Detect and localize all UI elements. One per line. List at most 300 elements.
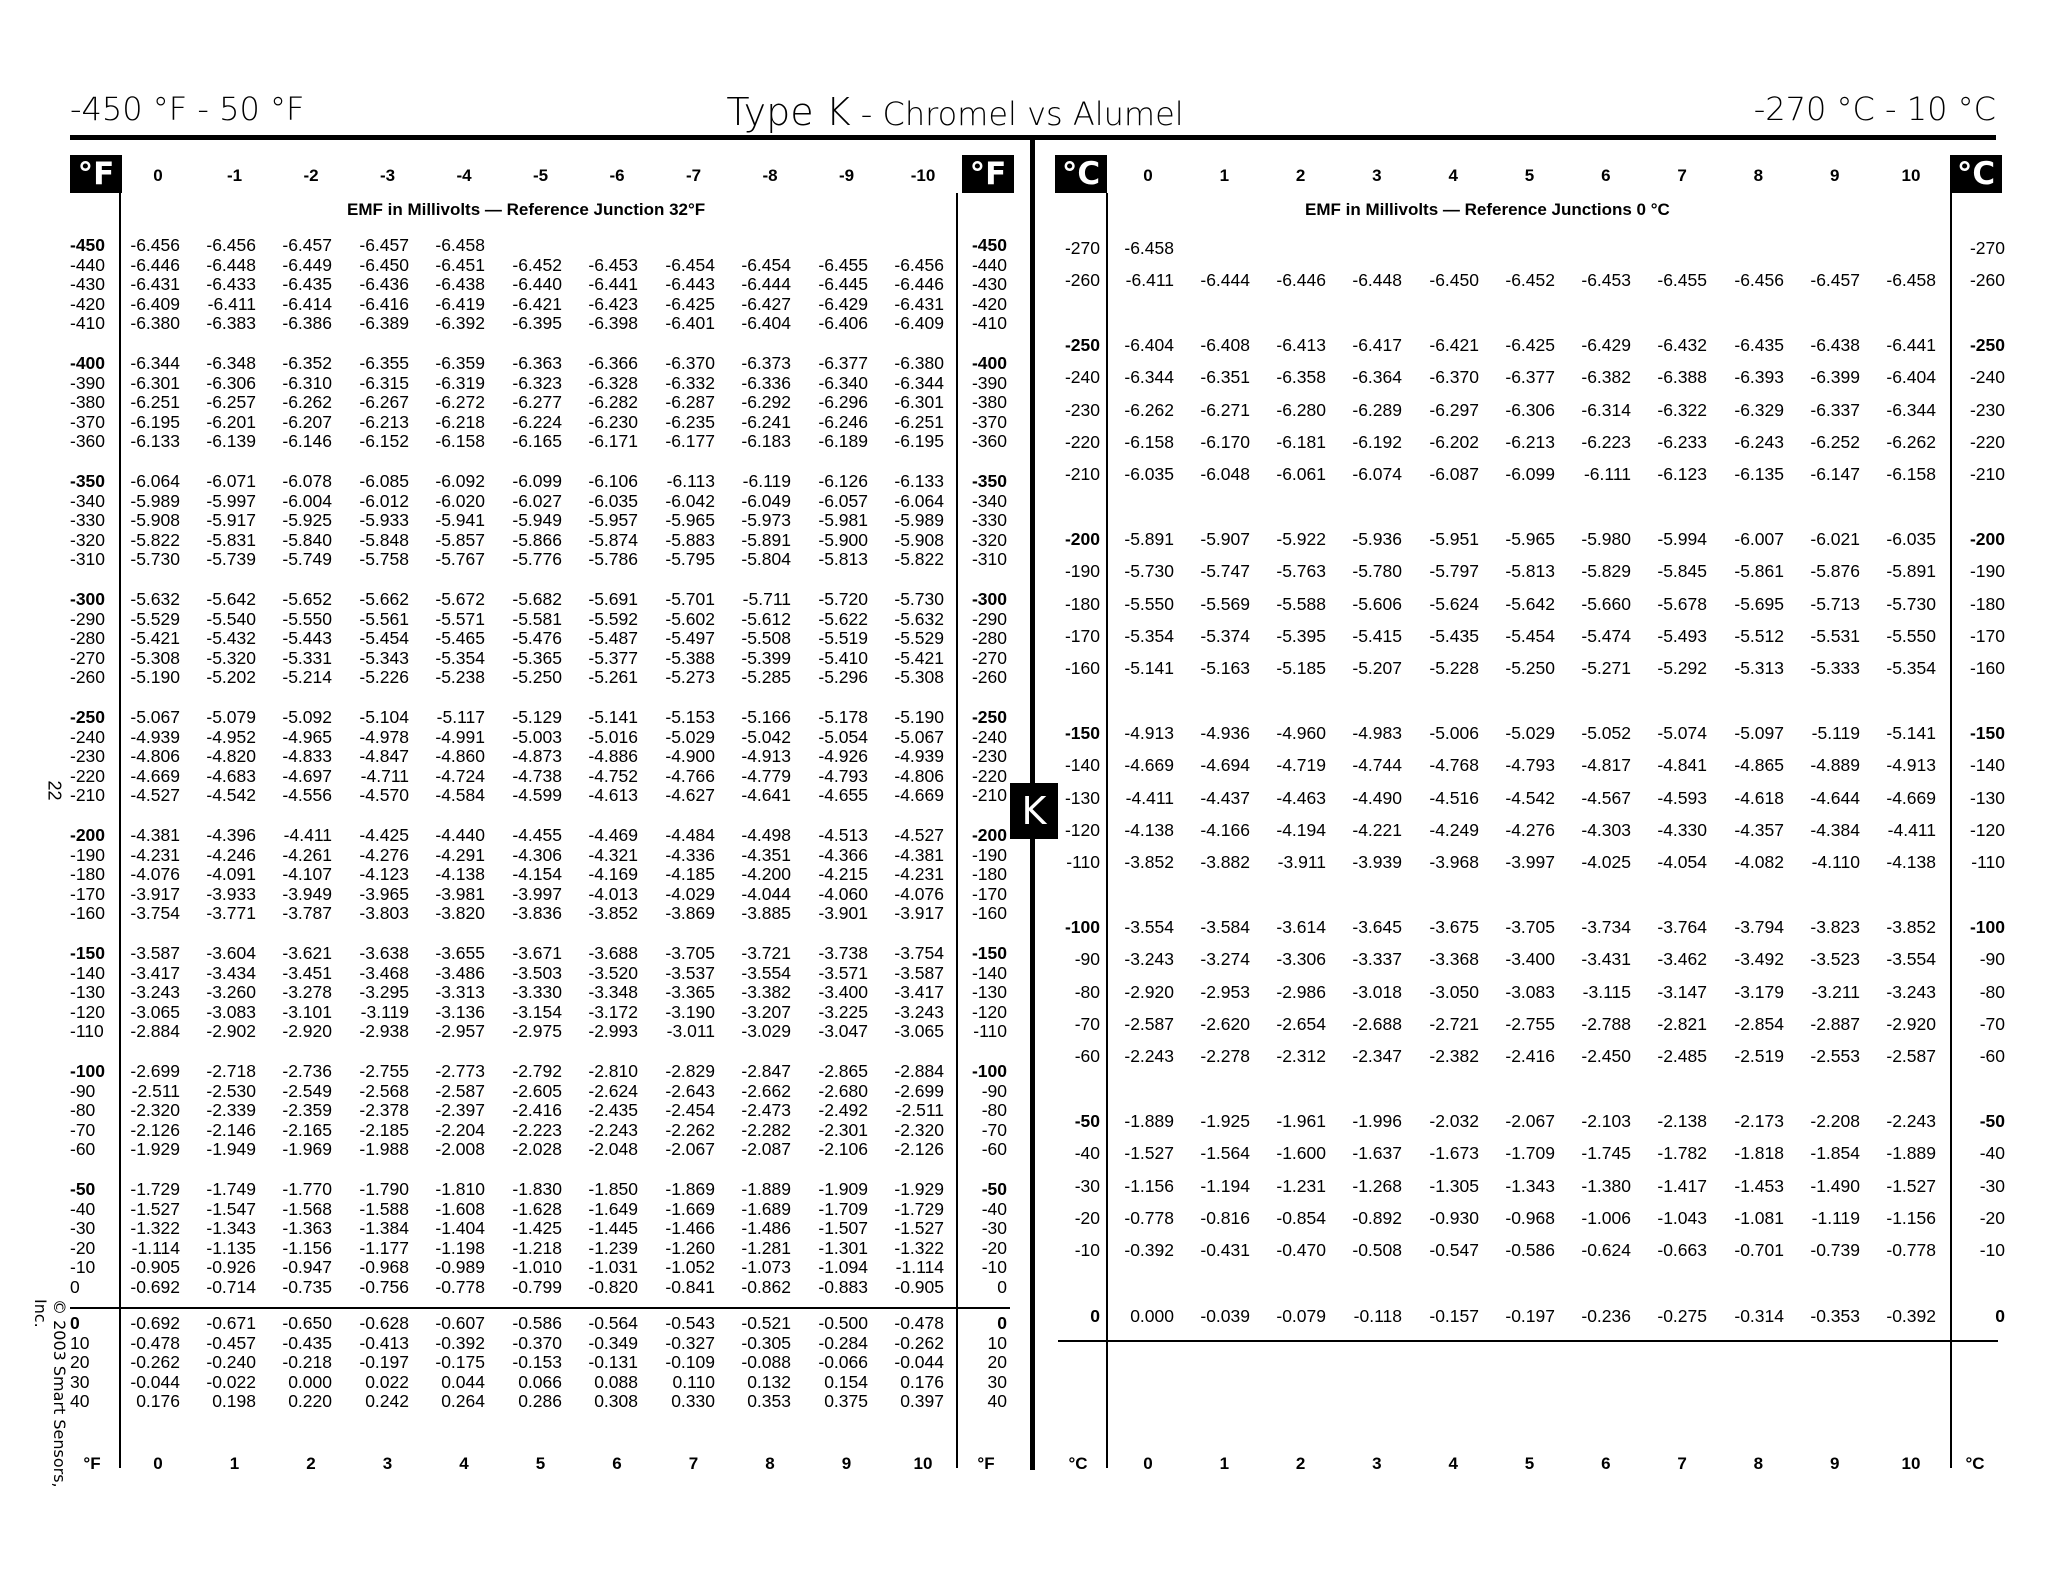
emf-cell: -5.701 <box>665 589 715 609</box>
emf-cell: -4.330 <box>1657 819 1707 840</box>
emf-cell: -3.462 <box>1657 949 1707 970</box>
emf-cell: -4.766 <box>665 765 715 786</box>
emf-cell: -1.239 <box>588 1237 638 1258</box>
emf-cell: -5.581 <box>512 608 562 629</box>
column-header: 0 <box>1143 166 1153 185</box>
emf-cell: -4.936 <box>1200 723 1250 743</box>
emf-cell: -1.073 <box>741 1257 791 1278</box>
emf-cell: -1.466 <box>665 1218 715 1239</box>
emf-cell: -5.989 <box>130 490 180 511</box>
emf-cell: -0.624 <box>1581 1240 1631 1261</box>
row-temp-label: -290 <box>70 608 106 629</box>
emf-cell: -4.847 <box>359 746 409 767</box>
emf-cell: -4.913 <box>741 746 791 767</box>
row-temp-label: -90 <box>70 1080 96 1101</box>
emf-cell: -2.204 <box>435 1119 485 1140</box>
emf-cell: -2.223 <box>512 1119 562 1140</box>
emf-cell: -0.109 <box>665 1352 715 1373</box>
emf-cell: -5.840 <box>282 529 332 550</box>
emf-cell: -1.649 <box>588 1198 638 1219</box>
emf-cell: -5.003 <box>512 726 562 747</box>
emf-cell: -6.223 <box>1581 431 1631 452</box>
emf-cell: -2.126 <box>130 1119 180 1140</box>
emf-cell: -1.260 <box>665 1237 715 1258</box>
emf-cell: -4.584 <box>435 785 485 806</box>
emf-cell: -3.968 <box>1429 852 1479 873</box>
emf-cell: -5.074 <box>1657 723 1707 743</box>
row-temp-label: -50 <box>1074 1111 1100 1131</box>
emf-caption-fahrenheit: EMF in Millivolts — Reference Junction 32°F <box>347 200 706 219</box>
row-temp-label: 40 <box>987 1391 1007 1412</box>
emf-cell: -2.721 <box>1429 1013 1479 1034</box>
emf-cell: -6.315 <box>359 372 409 393</box>
emf-cell: -6.092 <box>435 471 485 491</box>
emf-cell: -3.705 <box>1505 917 1555 937</box>
row-temp-label: -120 <box>70 1001 106 1022</box>
emf-cell: -5.465 <box>435 628 485 649</box>
emf-cell: -4.138 <box>435 864 485 885</box>
range-celsius: -270 °C - 10 °C <box>1753 90 1996 128</box>
emf-cell: -5.097 <box>1734 723 1784 743</box>
column-footer: 10 <box>913 1454 933 1473</box>
emf-cell: -6.329 <box>1734 399 1784 420</box>
column-header: 9 <box>1829 166 1840 185</box>
emf-cell: -5.354 <box>435 647 485 668</box>
emf-cell: -6.165 <box>512 431 562 452</box>
emf-cell: -4.231 <box>894 864 944 885</box>
row-temp-label: -150 <box>1064 723 1100 743</box>
emf-cell: -6.113 <box>666 471 715 491</box>
emf-cell: -6.267 <box>359 392 409 413</box>
emf-cell: -5.662 <box>359 589 409 609</box>
emf-cell: -1.709 <box>818 1198 868 1219</box>
emf-cell: -6.246 <box>818 411 868 432</box>
emf-cell: -5.606 <box>1352 593 1402 614</box>
row-temp-label: -240 <box>971 726 1007 747</box>
emf-cell: -1.322 <box>130 1218 180 1239</box>
emf-cell: -6.451 <box>435 254 485 275</box>
emf-cell: -1.198 <box>435 1237 485 1258</box>
row-temp-label: -270 <box>971 647 1007 668</box>
emf-cell: -6.388 <box>1657 367 1707 388</box>
emf-cell: -6.421 <box>512 293 562 314</box>
emf-cell: -6.020 <box>435 490 485 511</box>
emf-cell: -6.409 <box>130 293 180 314</box>
emf-cell: -6.455 <box>818 254 868 275</box>
emf-cell: -6.241 <box>741 411 791 432</box>
emf-cell: 0.176 <box>136 1391 180 1412</box>
emf-cell: -2.755 <box>359 1061 409 1081</box>
emf-cell: -5.891 <box>741 529 791 550</box>
emf-cell: -4.336 <box>665 844 715 865</box>
emf-cell: -6.189 <box>818 431 868 452</box>
emf-cell: -1.745 <box>1581 1143 1631 1164</box>
row-temp-label: -170 <box>70 883 106 904</box>
column-footer: 2 <box>1295 1454 1306 1473</box>
emf-cell: -0.947 <box>282 1257 332 1278</box>
row-temp-label: -180 <box>971 864 1007 885</box>
emf-cell: -4.752 <box>588 765 638 786</box>
row-temp-label: -180 <box>70 864 106 885</box>
emf-cell: -6.328 <box>588 372 638 393</box>
emf-cell: -1.850 <box>588 1179 638 1199</box>
row-temp-label: -240 <box>70 726 106 747</box>
emf-cell: -5.141 <box>1124 658 1174 679</box>
emf-cell: -1.600 <box>1276 1143 1326 1164</box>
emf-cell: -1.490 <box>1810 1175 1860 1196</box>
emf-cell: -6.171 <box>588 431 638 452</box>
row-temp-label: -120 <box>1969 819 2005 840</box>
emf-cell: -2.282 <box>741 1119 791 1140</box>
emf-cell: -0.457 <box>206 1332 256 1353</box>
emf-cell: -0.968 <box>359 1257 409 1278</box>
emf-cell: -4.768 <box>1429 755 1479 776</box>
emf-cell: -4.303 <box>1581 819 1631 840</box>
emf-cell: 0.154 <box>824 1371 868 1392</box>
emf-cell: -6.147 <box>1810 464 1860 485</box>
emf-cell: -6.444 <box>741 274 791 295</box>
right-table-end-rule <box>1058 1340 1998 1342</box>
emf-cell: -3.675 <box>1429 917 1479 937</box>
emf-cell: -5.813 <box>818 549 868 570</box>
emf-cell: -2.549 <box>282 1080 332 1101</box>
row-temp-label: -120 <box>971 1001 1007 1022</box>
emf-cell: -4.411 <box>283 825 332 845</box>
column-header: 4 <box>1448 166 1458 185</box>
row-temp-label: -230 <box>971 746 1007 767</box>
emf-cell: -1.669 <box>665 1198 715 1219</box>
emf-cell: -5.989 <box>894 510 944 531</box>
emf-cell: -6.233 <box>1657 431 1707 452</box>
emf-cell: -1.929 <box>130 1139 180 1160</box>
emf-cell: -3.771 <box>206 903 256 924</box>
row-temp-label: 0 <box>70 1313 80 1333</box>
emf-cell: -6.181 <box>1276 431 1326 452</box>
emf-cell: -5.415 <box>1352 625 1402 646</box>
emf-cell: -2.278 <box>1200 1046 1250 1067</box>
emf-cell: -5.474 <box>1581 625 1631 646</box>
emf-cell: -2.699 <box>894 1080 944 1101</box>
emf-cell: -5.763 <box>1276 561 1326 582</box>
emf-cell: -6.359 <box>435 353 485 373</box>
row-temp-label: -160 <box>1064 658 1100 679</box>
emf-cell: -2.103 <box>1581 1111 1631 1131</box>
emf-cell: -5.271 <box>1581 658 1631 679</box>
emf-cell: -1.988 <box>359 1139 409 1160</box>
emf-cell: -0.892 <box>1352 1207 1402 1228</box>
emf-cell: -2.847 <box>741 1061 791 1081</box>
emf-cell: -6.262 <box>1124 399 1174 420</box>
emf-cell: -6.297 <box>1429 399 1479 420</box>
emf-cell: -1.094 <box>818 1257 868 1278</box>
emf-cell: -6.457 <box>359 235 409 255</box>
emf-cell: -0.543 <box>665 1313 715 1333</box>
emf-cell: -2.887 <box>1810 1013 1860 1034</box>
emf-cell: -4.939 <box>130 726 180 747</box>
emf-cell: -5.780 <box>1352 561 1402 582</box>
emf-cell: -6.419 <box>435 293 485 314</box>
emf-cell: -1.156 <box>282 1237 332 1258</box>
row-temp-label: -300 <box>971 589 1007 609</box>
emf-cell: -4.926 <box>818 746 868 767</box>
emf-cell: -6.257 <box>206 392 256 413</box>
row-temp-label: -170 <box>971 883 1007 904</box>
emf-cell: -0.314 <box>1734 1306 1784 1326</box>
emf-cell: -6.393 <box>1734 367 1784 388</box>
emf-cell: -1.568 <box>282 1198 332 1219</box>
emf-cell: -6.440 <box>512 274 562 295</box>
emf-cell: -5.042 <box>741 726 791 747</box>
emf-cell: -6.139 <box>206 431 256 452</box>
emf-cell: -3.431 <box>1581 949 1631 970</box>
emf-cell: -4.627 <box>665 785 715 806</box>
row-temp-label: -50 <box>70 1179 96 1199</box>
emf-cell: -0.131 <box>588 1352 638 1373</box>
emf-cell: -6.099 <box>1505 464 1555 485</box>
emf-cell: -4.694 <box>1200 755 1250 776</box>
row-temp-label: -310 <box>70 549 106 570</box>
emf-cell: 0.286 <box>518 1391 562 1412</box>
emf-cell: -6.071 <box>206 471 256 491</box>
column-footer: 6 <box>1601 1454 1611 1473</box>
emf-cell: -1.588 <box>359 1198 409 1219</box>
emf-cell: -3.417 <box>130 962 180 983</box>
emf-cell: -5.829 <box>1581 561 1631 582</box>
emf-cell: 0.000 <box>288 1371 332 1392</box>
emf-cell: -3.115 <box>1582 981 1631 1002</box>
emf-cell: -1.949 <box>206 1139 256 1160</box>
emf-cell: -6.202 <box>1429 431 1479 452</box>
row-temp-label: -30 <box>1074 1175 1100 1196</box>
emf-cell: -3.587 <box>894 962 944 983</box>
row-temp-label: -320 <box>971 529 1007 550</box>
emf-cell: -6.195 <box>894 431 944 452</box>
emf-cell: -4.724 <box>435 765 485 786</box>
row-temp-label: -450 <box>70 235 106 255</box>
emf-cell: -1.969 <box>282 1139 332 1160</box>
emf-cell: -0.692 <box>130 1277 180 1297</box>
emf-cell: -6.344 <box>894 372 944 393</box>
emf-cell: -5.067 <box>894 726 944 747</box>
emf-cell: -5.642 <box>1505 593 1555 614</box>
emf-cell: -6.133 <box>894 471 944 491</box>
emf-cell: -3.260 <box>206 982 256 1003</box>
emf-cell: -5.166 <box>741 707 791 727</box>
emf-cell: -5.308 <box>130 647 180 668</box>
emf-cell: -5.691 <box>588 589 638 609</box>
column-footer: 1 <box>1219 1454 1230 1473</box>
emf-cell: -3.179 <box>1734 981 1784 1002</box>
emf-cell: -3.101 <box>282 1001 332 1022</box>
emf-cell: -5.908 <box>130 510 180 531</box>
emf-cell: -3.400 <box>818 982 868 1003</box>
row-temp-label: -140 <box>70 962 106 983</box>
row-temp-label: -410 <box>971 313 1007 334</box>
emf-cell: -5.129 <box>512 707 562 727</box>
emf-cell: -4.913 <box>1124 723 1174 743</box>
emf-cell: -6.363 <box>512 353 562 373</box>
emf-cell: -3.417 <box>894 982 944 1003</box>
emf-cell: -1.854 <box>1810 1143 1860 1164</box>
emf-cell: -6.392 <box>435 313 485 334</box>
emf-cell: -4.200 <box>741 864 791 885</box>
row-temp-label: -220 <box>971 765 1007 786</box>
emf-cell: -3.852 <box>1886 917 1936 937</box>
emf-cell: -5.632 <box>894 608 944 629</box>
emf-cell: -4.683 <box>206 765 256 786</box>
row-temp-label: 0 <box>997 1313 1007 1333</box>
row-temp-label: -380 <box>971 392 1007 413</box>
emf-cell: -6.458 <box>1124 238 1174 258</box>
emf-cell: -6.380 <box>894 353 944 373</box>
row-temp-label: -60 <box>1074 1046 1100 1067</box>
emf-cell: -6.158 <box>1886 464 1936 485</box>
emf-cell: -1.909 <box>818 1179 868 1199</box>
emf-cell: -2.378 <box>359 1100 409 1121</box>
emf-cell: -4.516 <box>1429 787 1479 808</box>
emf-cell: -0.370 <box>512 1332 562 1353</box>
emf-cell: -6.158 <box>1124 431 1174 452</box>
emf-cell: -1.218 <box>512 1237 562 1258</box>
row-temp-label: -340 <box>70 490 106 511</box>
emf-cell: -3.400 <box>1505 949 1555 970</box>
emf-cell: -6.111 <box>1583 464 1631 485</box>
emf-cell: -6.366 <box>588 353 638 373</box>
emf-cell: -5.622 <box>818 608 868 629</box>
emf-cell: -6.404 <box>1886 367 1936 388</box>
emf-cell: -4.669 <box>130 765 180 786</box>
emf-cell: -2.339 <box>206 1100 256 1121</box>
emf-cell: -5.410 <box>818 647 868 668</box>
emf-cell: -3.503 <box>512 962 562 983</box>
emf-cell: -5.487 <box>588 628 638 649</box>
emf-cell: -6.262 <box>1886 431 1936 452</box>
emf-cell: -4.983 <box>1352 723 1402 743</box>
emf-cell: -1.709 <box>1505 1143 1555 1164</box>
emf-cell: -6.085 <box>359 471 409 491</box>
emf-cell: -3.211 <box>1811 981 1860 1002</box>
emf-cell: -2.347 <box>1352 1046 1402 1067</box>
row-temp-label: -170 <box>1969 625 2005 646</box>
row-temp-label: -130 <box>971 982 1007 1003</box>
row-temp-label: -260 <box>1969 270 2005 291</box>
emf-cell: -2.450 <box>1581 1046 1631 1067</box>
emf-cell: -5.592 <box>588 608 638 629</box>
emf-cell: -3.225 <box>818 1001 868 1022</box>
emf-cell: -3.368 <box>1429 949 1479 970</box>
emf-cell: -5.117 <box>436 707 485 727</box>
emf-cell: -6.224 <box>512 411 562 432</box>
emf-cell: -6.452 <box>512 254 562 275</box>
emf-cell: -3.803 <box>359 903 409 924</box>
emf-cell: -5.320 <box>206 647 256 668</box>
row-temp-label: -430 <box>70 274 106 295</box>
emf-cell: -5.190 <box>130 667 180 688</box>
emf-cell: -3.537 <box>665 962 715 983</box>
emf-cell: -0.305 <box>741 1332 791 1353</box>
emf-cell: -4.865 <box>1734 755 1784 776</box>
emf-cell: -4.711 <box>360 765 409 786</box>
emf-cell: 0.066 <box>518 1371 562 1392</box>
emf-cell: -6.433 <box>206 274 256 295</box>
emf-cell: -4.463 <box>1276 787 1326 808</box>
emf-cell: -4.567 <box>1581 787 1631 808</box>
emf-cell: -1.749 <box>206 1179 256 1199</box>
emf-cell: -6.287 <box>665 392 715 413</box>
row-temp-label: -240 <box>1064 367 1100 388</box>
emf-cell: -1.830 <box>512 1179 562 1199</box>
emf-cell: -1.052 <box>665 1257 715 1278</box>
emf-cell: -5.652 <box>282 589 332 609</box>
emf-cell: -1.527 <box>1886 1175 1936 1196</box>
celsius-badge-right: °C <box>1950 155 2002 193</box>
emf-cell: -6.177 <box>665 431 715 452</box>
emf-cell: -0.905 <box>894 1277 944 1297</box>
emf-cell: -4.029 <box>665 883 715 904</box>
emf-cell: -0.816 <box>1200 1207 1250 1228</box>
column-footer: 3 <box>382 1454 393 1473</box>
emf-cell: -4.138 <box>1886 852 1936 873</box>
emf-cell: -3.885 <box>741 903 791 924</box>
emf-cell: -3.523 <box>1810 949 1860 970</box>
emf-cell: -3.278 <box>282 982 332 1003</box>
emf-cell: -5.624 <box>1429 593 1479 614</box>
emf-cell: -0.521 <box>741 1313 791 1333</box>
row-temp-label: -160 <box>1969 658 2005 679</box>
row-temp-label: -200 <box>70 825 106 845</box>
emf-cell: -5.813 <box>1505 561 1555 582</box>
emf-cell: -2.788 <box>1581 1013 1631 1034</box>
emf-cell: -5.052 <box>1581 723 1631 743</box>
emf-cell: -5.185 <box>1276 658 1326 679</box>
emf-cell: -6.425 <box>1505 335 1555 355</box>
emf-cell: -3.794 <box>1734 917 1784 937</box>
column-header: -9 <box>838 166 855 185</box>
row-temp-label: -40 <box>981 1198 1007 1219</box>
emf-cell: -5.730 <box>894 589 944 609</box>
emf-cell: -4.655 <box>818 785 868 806</box>
emf-cell: -6.449 <box>282 254 332 275</box>
row-temp-label: -10 <box>1074 1240 1100 1261</box>
emf-cell: -3.154 <box>512 1001 562 1022</box>
emf-cell: -0.701 <box>1734 1240 1784 1261</box>
emf-cell: -4.498 <box>741 825 791 845</box>
emf-cell: -4.833 <box>282 746 332 767</box>
emf-cell: -6.061 <box>1276 464 1326 485</box>
emf-cell: -4.738 <box>512 765 562 786</box>
emf-cell: -0.197 <box>359 1352 409 1373</box>
row-temp-label: -40 <box>1979 1143 2005 1164</box>
emf-cell: -6.435 <box>282 274 332 295</box>
emf-cell: -0.692 <box>130 1313 180 1333</box>
emf-cell: -0.820 <box>588 1277 638 1297</box>
emf-cell: -0.218 <box>282 1352 332 1373</box>
row-temp-label: -230 <box>70 746 106 767</box>
emf-cell: -5.163 <box>1200 658 1250 679</box>
emf-cell: -6.355 <box>359 353 409 373</box>
emf-cell: -2.821 <box>1657 1013 1707 1034</box>
row-temp-label: -270 <box>70 647 106 668</box>
emf-cell: -2.511 <box>895 1100 944 1121</box>
row-temp-label: -30 <box>1979 1175 2005 1196</box>
emf-cell: -2.359 <box>282 1100 332 1121</box>
emf-cell: -6.441 <box>1886 335 1936 355</box>
emf-cell: -5.965 <box>1505 529 1555 549</box>
emf-cell: -5.747 <box>1200 561 1250 582</box>
row-temp-label: -140 <box>1969 755 2005 776</box>
row-temp-label: -290 <box>971 608 1007 629</box>
emf-cell: -1.790 <box>359 1179 409 1199</box>
